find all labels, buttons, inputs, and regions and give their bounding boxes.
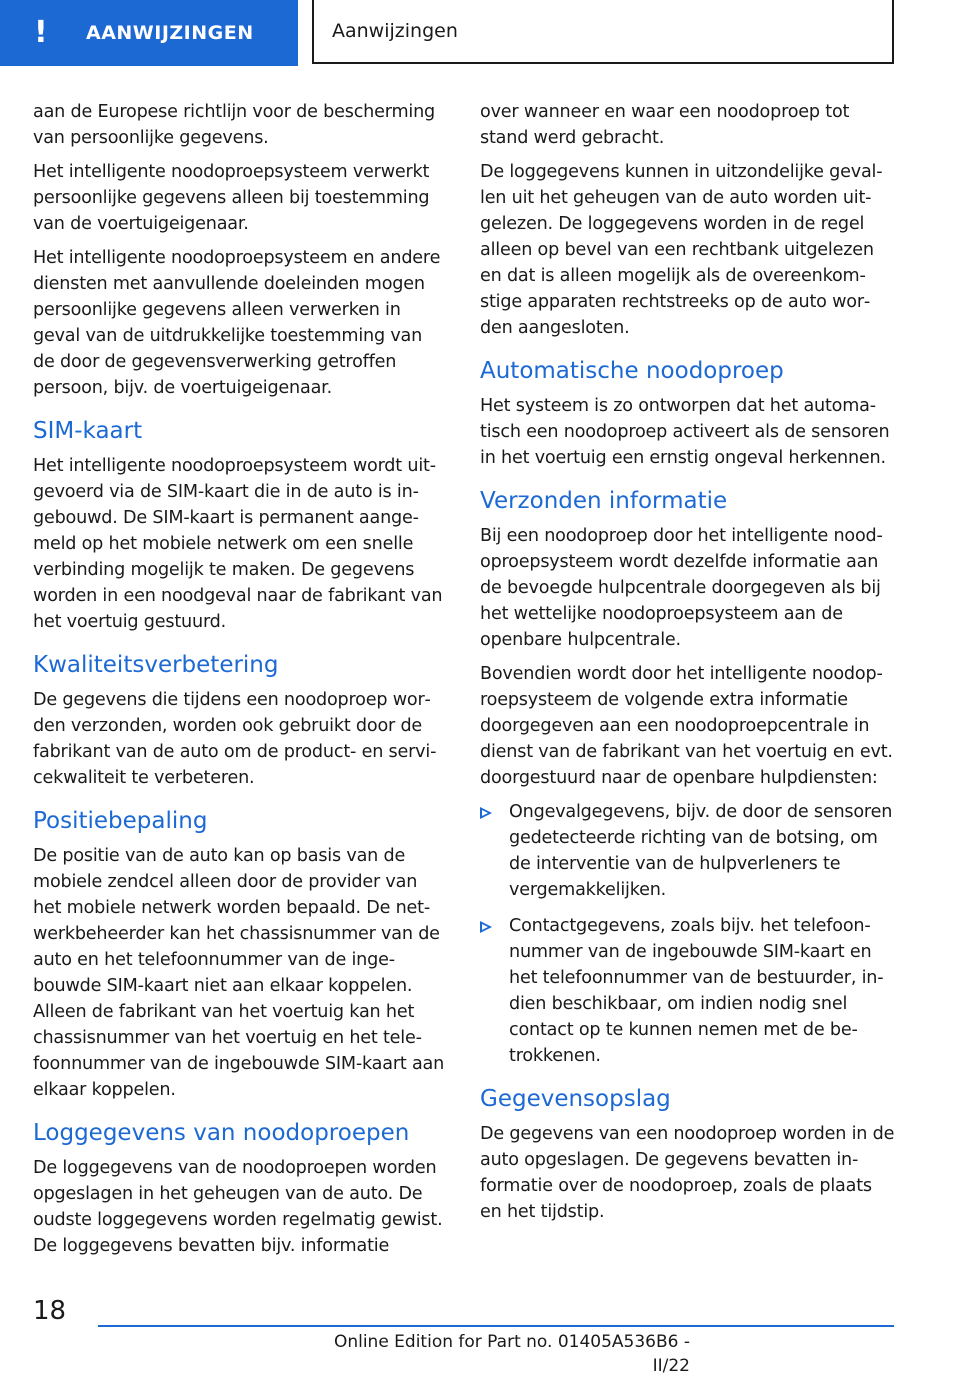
paragraph: aan de Europese richtlijn voor de bescherming van persoonlijke gegevens. <box>33 102 436 148</box>
paragraph: Het systeem is zo ontworpen dat het automatisch een noodoproep activeert als de sensoren in het voertuig een ernstig ongeval herkennen. <box>480 396 890 468</box>
triangle-bullet-icon <box>480 921 492 933</box>
heading-sim-kaart: SIM-kaart <box>33 418 143 444</box>
right-column <box>480 99 896 1233</box>
paragraph: Het intelligente noodoproepsysteem en andere diensten met aanvullende doeleinden mogen persoonlijke gegevens alleen verwerken in geval van de uitdrukkelijke toestemming van de door de gegevensverwerking getroffen persoon, bijv. de voertuigeigenaar. <box>33 248 441 398</box>
list-item-text: Contactgegevens, zoals bijv. het telefoonnummer van de ingebouwde SIM-kaart en het telefoonnummer van de bestuurder, indien beschikbaar, om indien nodig snel contact op te kunnen nemen met de betrokkenen. <box>509 916 884 1066</box>
paragraph: Bovendien wordt door het intelligente noodoproepsysteem de volgende extra informatie doorgegeven aan een noodoproepcentrale in dienst van de fabrikant van het voertuig en evt. doorgestuurd naar de openbare hulpdiensten: <box>480 664 893 788</box>
section-tab-label: AANWIJZINGEN <box>86 22 254 44</box>
heading-kwaliteitsverbetering: Kwaliteitsverbetering <box>33 652 279 678</box>
list-item <box>480 913 896 1069</box>
paragraph: De gegevens die tijdens een noodoproep worden verzonden, worden ook gebruikt door de fabrikant van de auto om de product- en servicekwaliteit te verbeteren. <box>33 690 437 788</box>
footer-edition-text: Online Edition for Part no. 01405A536B6 - II/22 <box>333 1332 690 1376</box>
paragraph: De loggegevens kunnen in uitzondelijke gevallen uit het geheugen van de auto worden uitgelezen. De loggegevens worden in de regel alleen op bevel van een rechtbank uitgelezen en dat is alleen mogelijk als de overeenkomstige apparaten rechtstreeks op de auto worden aangesloten. <box>480 162 883 338</box>
paragraph: Het intelligente noodoproepsysteem verwerkt persoonlijke gegevens alleen bij toestemming van de voertuigeigenaar. <box>33 162 430 234</box>
heading-gegevensopslag: Gegevensopslag <box>480 1086 671 1112</box>
heading-loggegevens: Loggegevens van noodoproepen <box>33 1120 410 1146</box>
page-number: 18 <box>33 1296 67 1326</box>
chapter-header <box>312 0 894 64</box>
paragraph: over wanneer en waar een noodoproep tot stand werd gebracht. <box>480 102 850 148</box>
footer-divider <box>98 1325 894 1327</box>
list-item <box>480 799 896 903</box>
paragraph: Bij een noodoproep door het intelligente noodoproepsysteem wordt dezelfde informatie aan de bevoegde hulpcentrale doorgegeven als bij het wettelijke noodoproepsysteem aan de openbare hulpcentrale. <box>480 526 883 650</box>
heading-automatische-noodoproep: Automatische noodoproep <box>480 358 784 384</box>
list-item-text: Ongevalgegevens, bijv. de door de sensoren gedetecteerde richting van de botsing, om de interventie van de hulpverleners te vergemakkelijken. <box>509 802 893 900</box>
paragraph: De positie van de auto kan op basis van de mobiele zendcel alleen door de provider van het mobiele netwerk worden bepaald. De netwerkbeheerder kan het chassisnummer van de auto en het telefoonnummer van de ingebouwde SIM-kaart niet aan elkaar koppelen. Alleen de fabrikant van het voertuig kan het chassisnummer van het voertuig en het telefoonnummer van de ingebouwde SIM-kaart aan elkaar koppelen. <box>33 846 445 1100</box>
heading-positiebepaling: Positiebepaling <box>33 808 208 834</box>
section-tab <box>0 0 298 66</box>
bullet-list <box>480 799 896 1069</box>
left-column <box>33 99 449 1267</box>
paragraph: De loggegevens van de noodoproepen worden opgeslagen in het geheugen van de auto. De oudste loggegevens worden regelmatig gewist. De loggegevens bevatten bijv. informatie <box>33 1158 443 1256</box>
paragraph: Het intelligente noodoproepsysteem wordt uitgevoerd via de SIM-kaart die in de auto is ingebouwd. De SIM-kaart is permanent aangemeld op het mobiele netwerk om een snelle verbinding mogelijk te maken. De gegevens worden in een noodgeval naar de fabrikant van het voertuig gestuurd. <box>33 456 443 632</box>
heading-verzonden-informatie: Verzonden informatie <box>480 488 728 514</box>
chapter-title: Aanwijzingen <box>332 20 458 42</box>
exclamation-icon: ! <box>34 15 48 50</box>
triangle-bullet-icon <box>480 807 492 819</box>
paragraph: De gegevens van een noodoproep worden in de auto opgeslagen. De gegevens bevatten informatie over de noodoproep, zoals de plaats en het tijdstip. <box>480 1124 895 1222</box>
